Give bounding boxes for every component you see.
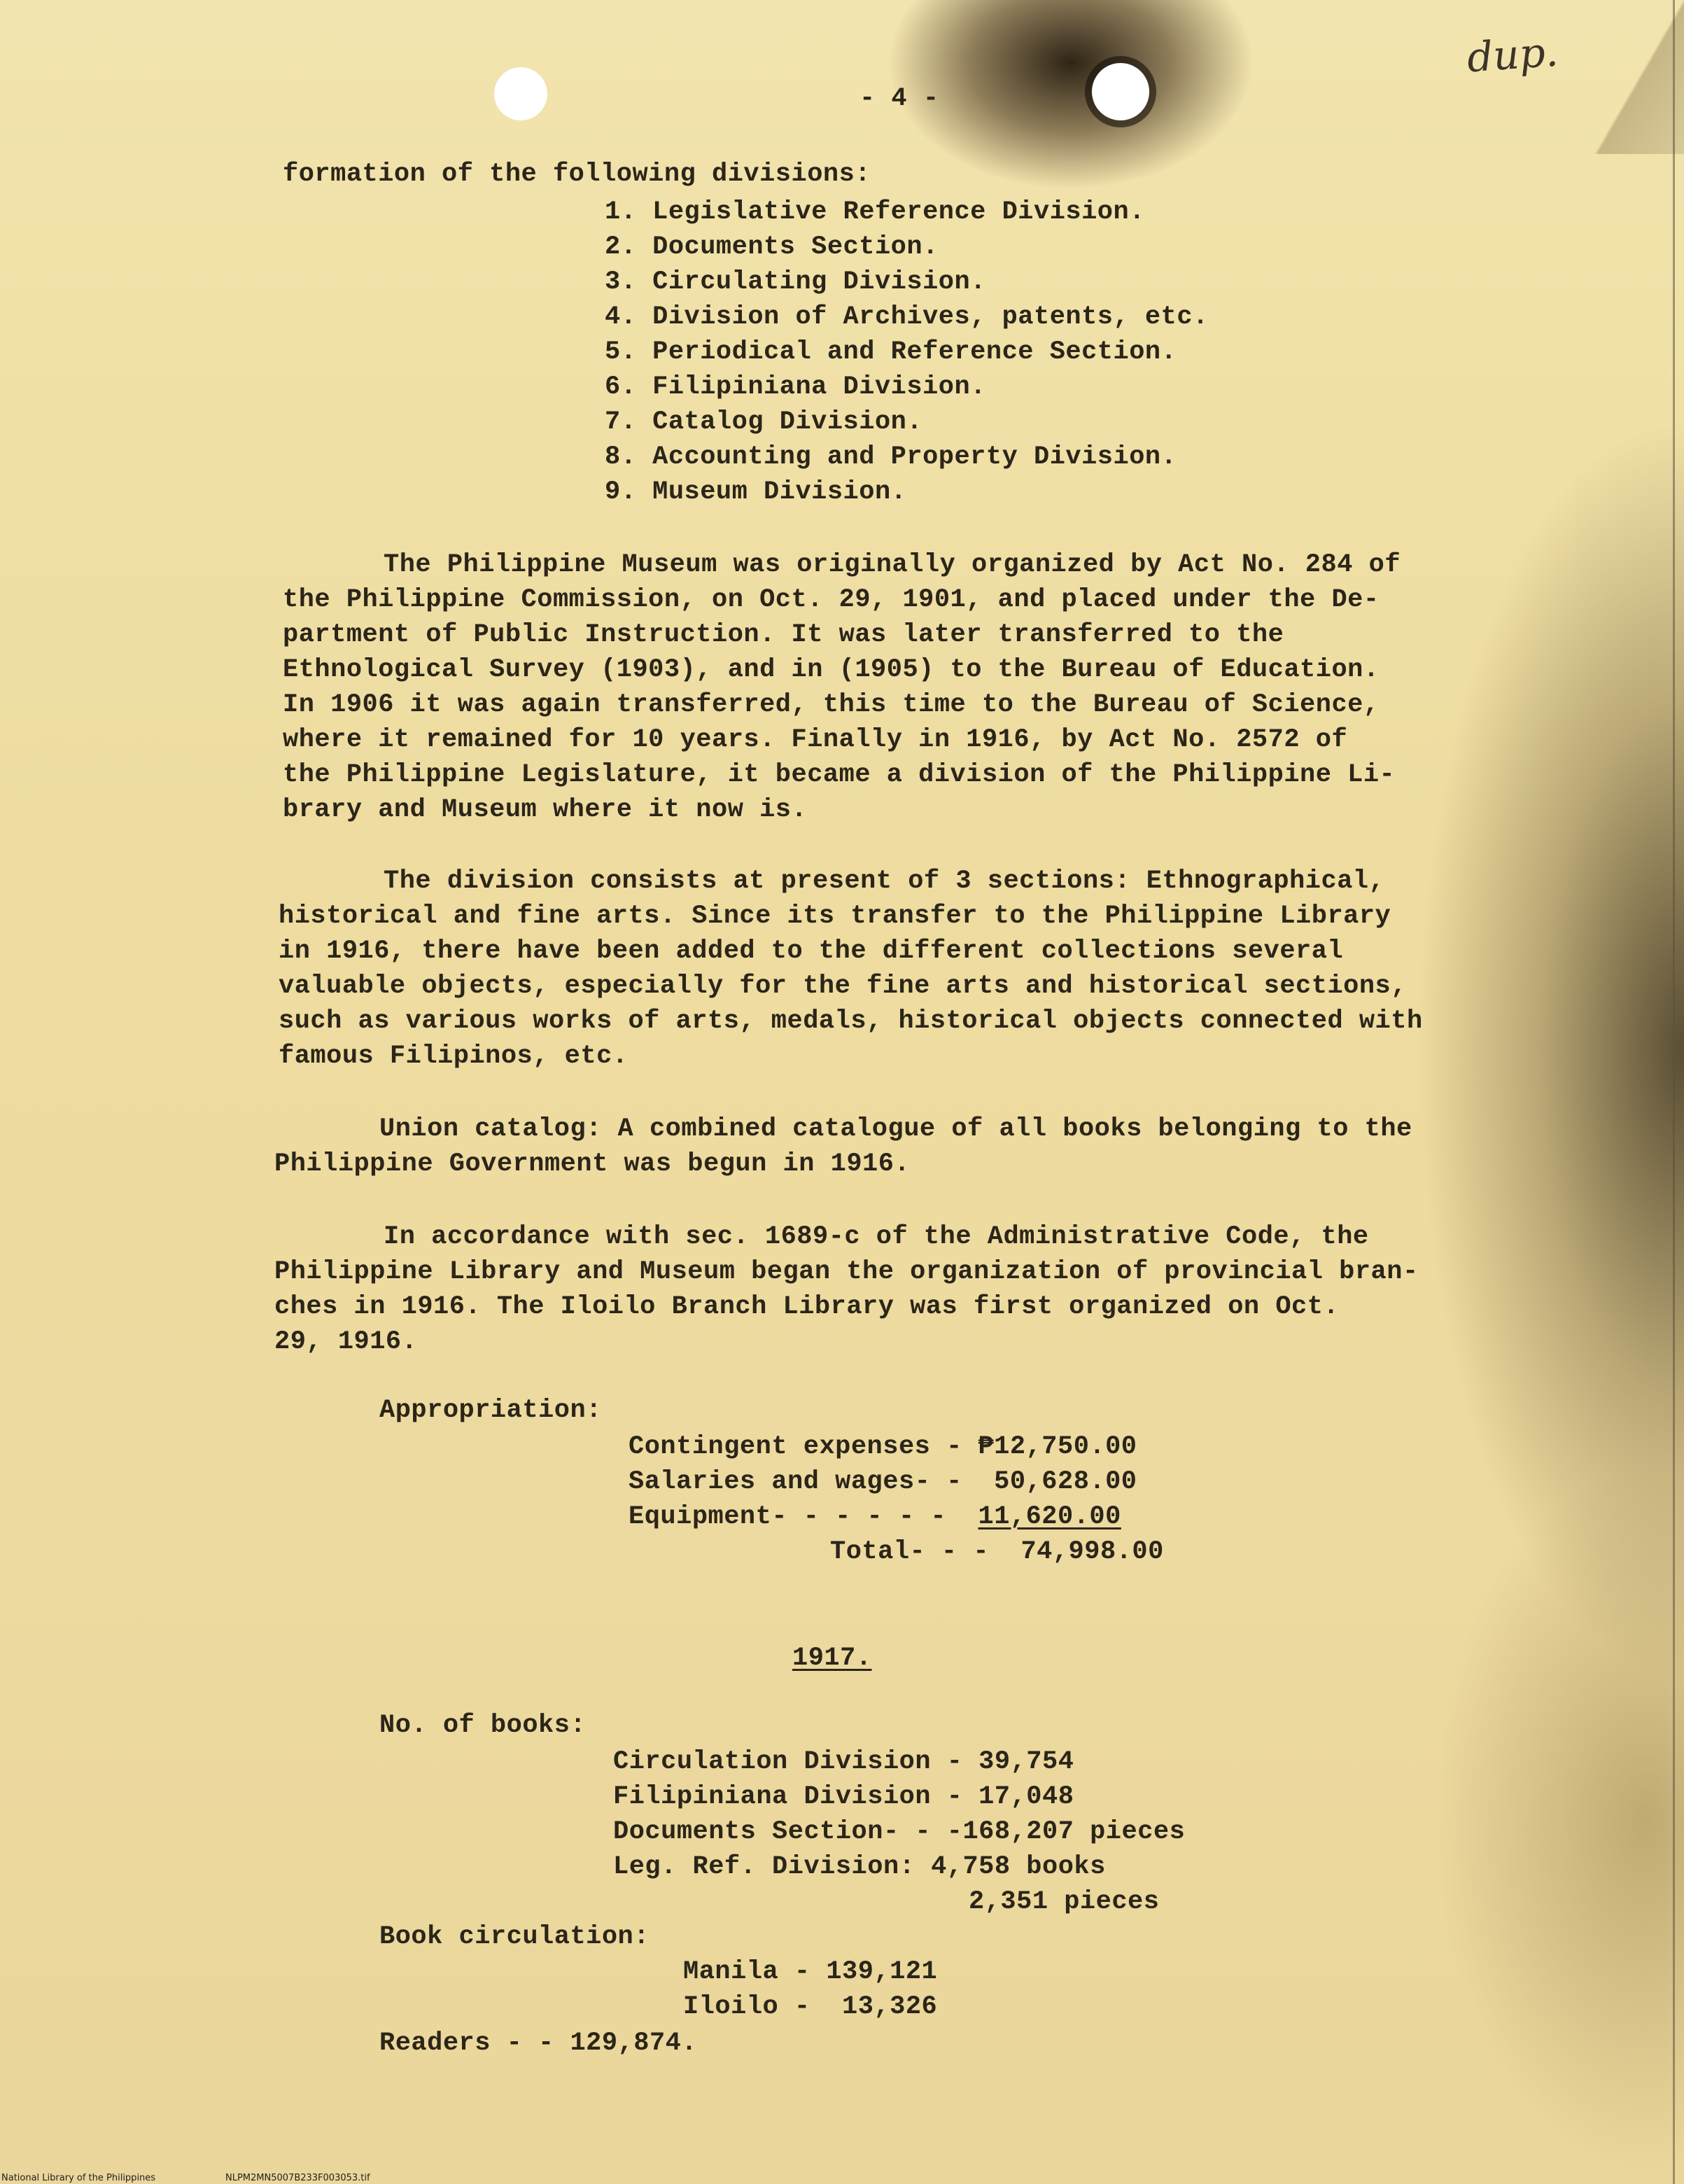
readers-line: Readers - - 129,874. <box>379 2029 698 2058</box>
list-item: 4. Division of Archives, patents, etc. <box>605 302 1209 332</box>
text-line: In 1906 it was again transferred, this time to the Bureau of Science, <box>283 690 1380 720</box>
text-line: 29, 1916. <box>274 1327 418 1357</box>
list-item: 6. Filipiniana Division. <box>605 372 986 402</box>
list-item: 3. Circulating Division. <box>605 267 986 297</box>
list-item: 9. Museum Division. <box>605 477 907 507</box>
text-line: the Philippine Legislature, it became a division of the Philippine Li- <box>283 760 1396 790</box>
appropriation-row <box>629 1502 1121 1532</box>
books-label: No. of books: <box>379 1711 587 1740</box>
list-item: 2. Documents Section. <box>605 232 939 262</box>
footer-institution: National Library of the Philippines <box>1 2173 156 2183</box>
list-item: 7. Catalog Division. <box>605 407 923 437</box>
text-line: ches in 1916. The Iloilo Branch Library was first organized on Oct. <box>274 1292 1340 1322</box>
circulation-row: Manila - 139,121 <box>683 1957 938 1987</box>
text-line: brary and Museum where it now is. <box>283 795 808 825</box>
punch-hole-left <box>494 67 547 120</box>
books-row: Leg. Ref. Division: 4,758 books <box>613 1852 1106 1882</box>
text-line: partment of Public Instruction. It was later transferred to the <box>283 620 1284 650</box>
books-row: Circulation Division - 39,754 <box>613 1747 1074 1777</box>
page-edge <box>1673 0 1675 2184</box>
text-line: such as various works of arts, medals, historical objects connected with <box>279 1007 1423 1036</box>
books-row: 2,351 pieces <box>969 1887 1160 1917</box>
appropriation-row-label: Equipment- - - - - - <box>629 1502 978 1532</box>
text-line: famous Filipinos, etc. <box>279 1042 629 1071</box>
text-line: where it remained for 10 years. Finally in 1916, by Act No. 2572 of <box>283 725 1348 755</box>
text-line: In accordance with sec. 1689-c of the Administrative Code, the <box>384 1222 1369 1252</box>
text-line: historical and fine arts. Since its transfer to the Philippine Library <box>279 902 1391 931</box>
appropriation-row: Contingent expenses - ₱12,750.00 <box>629 1432 1137 1462</box>
page-number: - 4 - <box>859 84 939 113</box>
list-item: 1. Legislative Reference Division. <box>605 197 1145 227</box>
text-line: Ethnological Survey (1903), and in (1905) to the Bureau of Education. <box>283 655 1380 685</box>
text-line: Philippine Library and Museum began the organization of provincial bran- <box>274 1257 1419 1287</box>
text-line: The Philippine Museum was originally organized by Act No. 284 of <box>384 550 1401 580</box>
list-item: 8. Accounting and Property Division. <box>605 442 1177 472</box>
text-line: in 1916, there have been added to the different collections several <box>279 937 1344 966</box>
appropriation-row: Salaries and wages- - 50,628.00 <box>629 1467 1137 1497</box>
footer-filename: NLPM2MN5007B233F003053.tif <box>225 2173 370 2183</box>
equipment-value: 11,620.00 <box>978 1502 1121 1532</box>
text-line: the Philippine Commission, on Oct. 29, 1901, and placed under the De- <box>283 585 1380 615</box>
year-heading: 1917. <box>792 1644 872 1673</box>
text-line: valuable objects, especially for the fine arts and historical sections, <box>279 972 1407 1001</box>
handwritten-note: dup. <box>1465 27 1560 82</box>
text-line: Union catalog: A combined catalogue of all books belonging to the <box>379 1114 1412 1144</box>
appropriation-label: Appropriation: <box>379 1396 602 1425</box>
appropriation-total: Total- - - 74,998.00 <box>830 1537 1164 1567</box>
circulation-label: Book circulation: <box>379 1922 650 1952</box>
list-item: 5. Periodical and Reference Section. <box>605 337 1177 367</box>
text-line: Philippine Government was begun in 1916. <box>274 1149 911 1179</box>
books-row: Documents Section- - -168,207 pieces <box>613 1817 1186 1847</box>
text-line: The division consists at present of 3 sections: Ethnographical, <box>384 867 1385 896</box>
punch-hole-burned <box>1092 63 1149 120</box>
folded-corner <box>1593 0 1684 154</box>
circulation-row: Iloilo - 13,326 <box>683 1992 938 2022</box>
books-row: Filipiniana Division - 17,048 <box>613 1782 1074 1812</box>
intro-line: formation of the following divisions: <box>283 160 871 189</box>
